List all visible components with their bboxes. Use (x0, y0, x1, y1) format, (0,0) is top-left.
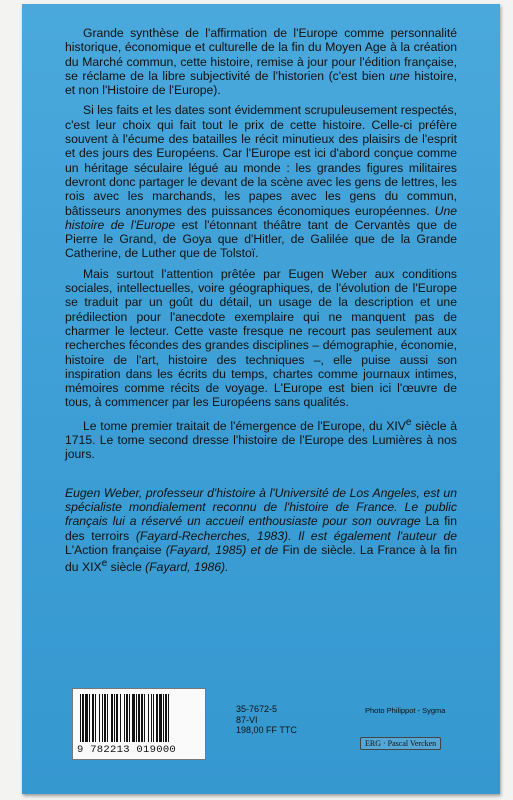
barcode-bar (99, 694, 100, 742)
barcode-bar (85, 694, 88, 742)
barcode-bar (129, 694, 130, 742)
paragraph-choices-title: Une histoire de l'Europe (65, 203, 457, 232)
book-title-action-francaise: L'Action française (65, 542, 162, 557)
catalog-code-2: 87-VI (236, 714, 258, 725)
paragraph-choices-text: Si les faits et les dates sont évidemment scrupuleusement respectés, c'est leur choix qui fait tout le prix de cette histoire. Celle-ci préfère souvent à l'écume des batailles le récit minutieux des plaisirs de l'esprit et des jours des Européens. Car l'Europe est ici d'abord conçue comme un héritage séculaire légué au monde : les grandes figures militaires devront donc partager le devant de la scène avec les gens de lettres, les rois avec les marchands, les papes avec les gens du commun, bâtisseurs anonymes des puissances économiques européennes. (65, 103, 457, 218)
barcode-bar (148, 694, 149, 742)
barcode-bar (168, 694, 169, 742)
blurb-text (65, 26, 457, 587)
catalog-codes (236, 704, 297, 736)
paragraph-intro-emphasis: une (389, 68, 410, 83)
barcode-bar (151, 694, 152, 742)
barcode-bar (102, 694, 103, 742)
barcode-bar (120, 694, 121, 742)
barcode-bar (136, 694, 137, 742)
barcode-bar (104, 694, 106, 742)
paragraph-tomes-text-end: siècle à 1715. Le tome second dresse l'histoire de l'Europe des Lumières à nos jours. (65, 418, 457, 462)
paragraph-intro-text-end: histoire, et non l'Histoire de l'Europe). (65, 68, 457, 98)
paragraph-intro-text: Grande synthèse de l'affirmation de l'Europe comme personnalité historique, économique et culturelle de la fin du Moyen Age à la création du Marché commun, cette histoire, remise à jour pour l'édition française, se réclame de la libre subjectivité de l'historien (c'est bien (65, 26, 457, 83)
isbn-barcode (72, 688, 206, 760)
author-bio-text: Eugen Weber, professeur d'histoire à l'Université de Los Angeles, est un spécialiste mondialement reconnu de l'histoire de France. Le public français lui a réservé un accueil enthousiaste pour son ouvrage (65, 485, 457, 529)
barcode-bar (138, 694, 140, 742)
barcode-bar (92, 694, 94, 742)
author-bio-publisher-1: (Fayard-Recherches, 1983). Il est également l'auteur de (129, 528, 457, 543)
barcode-bar (132, 694, 135, 742)
barcode-bar (144, 694, 145, 742)
barcode-bar (89, 694, 90, 742)
author-bio-publisher-2: (Fayard, 1985) et de (161, 542, 283, 557)
catalog-code-1: 35-7672-5 (236, 704, 278, 714)
barcode-bar (111, 694, 113, 742)
paragraph-tomes (65, 416, 457, 462)
superscript-e: e (405, 416, 412, 428)
barcode-bar (165, 694, 167, 742)
paragraph-intro (65, 26, 457, 97)
book-title-fin-de-siecle: Fin de siècle. La France à la fin du XIX (65, 542, 458, 575)
barcode-digits: 9 782213 019000 (77, 744, 177, 756)
barcode-bar (126, 694, 128, 742)
price-label: 198,00 FF TTC (236, 725, 297, 735)
barcode-bar (116, 694, 118, 742)
paragraph-tomes-text: Le tome premier traitait de l'émergence de l'Europe, du XIV (83, 418, 406, 433)
paragraph-method: Mais surtout l'attention prêtée par Eugen Weber aux conditions sociales, intellectuelles, voire géographiques, de l'évolution de l'Europe se traduit par un goût du détail, un usage de la description et une prédilection pour l'anecdote exemplaire qui ne manquent pas de charmer le lecteur. Cette vaste fresque ne recourt pas seulement aux recherches fécondes des grandes disciplines – démographie, économie, histoire de l'art, histoire des techniques –, elle puise aussi son inspiration dans les écrits du temps, chartes comme journaux intimes, mémoires comme récits de voyage. L'Europe est bien ici l'œuvre de tous, à commencer par les Européens sans qualités. (65, 266, 457, 410)
paragraph-choices-text-end: est l'étonnant théâtre tant de Cervantès que de Pierre le Grand, de Goya que d'Hitler, de Galilée que de la Grande Catherine, de Luther que de Tolstoï. (65, 217, 458, 261)
barcode-bar (156, 694, 158, 742)
barcode-bar (153, 694, 154, 742)
barcode-bar (82, 694, 84, 742)
barcode-bar (95, 694, 96, 742)
barcode-bar (163, 694, 164, 742)
author-bio (65, 486, 457, 575)
paragraph-choices (65, 103, 457, 260)
superscript-e-bio: e (101, 558, 108, 570)
barcode-bar (107, 694, 108, 742)
author-bio-publisher-3: (Fayard, 1986). (141, 560, 229, 575)
barcode-bar (114, 694, 115, 742)
book-title-terroirs: La fin des terroirs (65, 514, 457, 543)
photo-credit: Photo Philippot - Sygma (365, 706, 446, 715)
barcode-bar (159, 694, 162, 742)
book-title-fin-de-siecle-end: siècle (107, 560, 142, 575)
barcode-bars (79, 694, 199, 744)
barcode-bar (141, 694, 143, 742)
designer-logo: ERG · Pascal Vercken (360, 737, 441, 750)
barcode-bar (124, 694, 125, 742)
barcode-bar (80, 694, 81, 742)
